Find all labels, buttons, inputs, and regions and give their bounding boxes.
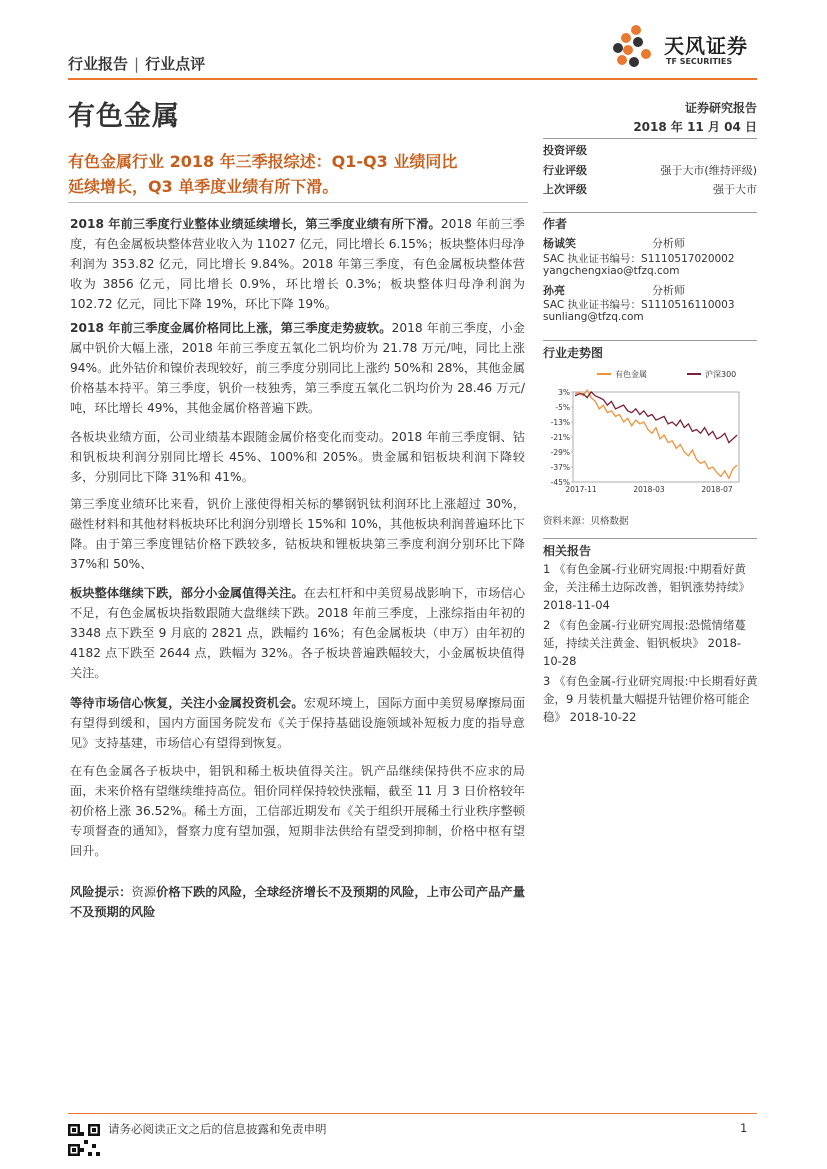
title-line-2: 延续增长，Q3 单季度业绩有所下滑。 [68,177,339,196]
author-1-cert: SAC 执业证书编号：S1110517020002 [543,253,735,265]
authors-heading: 作者 [543,217,568,231]
y-tick-label: -21% [550,433,570,442]
y-tick-label: -37% [550,463,570,472]
x-tick-label: 2018-07 [701,485,733,494]
series-line [575,390,737,478]
page-number: 1 [740,1121,748,1135]
rating-value-2: 强于大市 [713,183,757,196]
title-line-1: 有色金属行业 2018 年三季报综述：Q1-Q3 业绩同比 [68,152,458,171]
rating-label-1: 行业评级 [543,164,587,177]
author-2-role: 分析师 [652,284,685,297]
company-logo [606,24,756,74]
author-2-email[interactable]: sunliang@tfzq.com [543,311,644,323]
side-divider-top [543,138,757,139]
logo-mark-icon [606,24,660,74]
subcategory-label: 行业点评 [145,55,206,73]
trend-chart-svg [543,364,757,504]
author-1-role: 分析师 [652,237,685,250]
author-2-name: 孙亮 [543,284,565,297]
risk-warning [70,882,525,922]
legend-label: 沪深300 [705,370,737,379]
paragraph-4 [70,494,525,574]
risk-pre: 资源 [131,885,157,899]
paragraph-2-lead: 2018 年前三季度金属价格同比上涨，第三季度走势疲软。 [70,321,392,335]
footer-disclaimer: 请务必阅读正文之后的信息披露和免责申明 [108,1122,327,1136]
y-tick-label: -29% [550,448,570,457]
related-list [543,560,758,726]
chart-source: 资料来源：贝格数据 [543,516,629,527]
sector-title: 有色金属 [68,101,180,132]
legend-label: 有色金属 [615,370,647,379]
logo-text-cn: 天风证券 [664,34,748,58]
y-tick-label: -45% [550,478,570,487]
paragraph-5-text: 在去杠杆和中美贸易战影响下，市场信心不足，有色金属板块指数跟随大盘继续下跌。2018 年前三季度，上涨综指由年初的 3348 点下跌至 9 月底的 2821 点，跌幅约 16%；有色金属板块（申万）由年初的 4182 点下跌至 2644 点，跌幅为 32%。各子板块普遍跌幅较大，小金属板块值得关注。 [70,586,526,680]
paragraph-1-text: 2018 年前三季度，有色金属板块整体营业收入为 11027 亿元，同比增长 6.15%；板块整体归母净利润为 353.82 亿元，同比增长 9.84%。2018 年第三季度，有色金属板块整体营收为 3856 亿元，同比增长 0.9%，环比增长 0.3%；板块整体归母净利润为 102.72 亿元，同比下降 19%，环比下降 19%。 [70,217,525,311]
author-1-email[interactable]: yangchengxiao@tfzq.com [543,265,680,277]
paragraph-5 [70,583,525,683]
trend-chart [543,364,757,504]
y-tick-label: -13% [550,418,570,427]
footer-divider [68,1113,757,1114]
qr-code-icon [68,1124,100,1156]
paragraph-3-text: 各板块业绩方面，公司业绩基本跟随金属价格变化而变动。2018 年前三季度铜、钴和钒板块利润分别同比增长 45%、100%和 205%。贵金属和铝板块利润下降较多，分别同比下降 31%和 41%。 [70,430,525,484]
paragraph-4-text: 第三季度业绩环比来看，钒价上涨使得相关标的攀钢钒钛利润环比上涨超过 30%，磁性材料和其他材料板块环比利润分别增长 15%和 10%，其他板块利润普遍环比下降。由于第三季度锂钴价格下跌较多，钴板块和锂板块第三季度利润分别环比下降 37%和 50%、 [70,497,525,571]
risk-label: 风险提示： [70,885,132,899]
header-divider [68,78,757,80]
category-separator: | [134,55,140,73]
author-1-name: 杨诚笑 [543,237,576,250]
report-date: 2018 年 11 月 04 日 [633,120,757,134]
category-label: 行业报告 [68,55,129,73]
paragraph-6 [70,693,525,753]
paragraph-7 [70,761,525,861]
y-tick-label: 3% [558,388,570,397]
paragraph-5-lead: 板块整体继续下跌，部分小金属值得关注。 [70,586,304,600]
paragraph-7-text: 在有色金属各子板块中，钼钒和稀土板块值得关注。钒产品继续保持供不应求的局面，未来价格有望继续维持高位。钼价同样保持较快涨幅，截至 11 月 3 日价格较年初价格上涨 36.52%。稀土方面，工信部近期发布《关于组织开展稀土行业秩序整顿专项督查的通知》，督察力度有望加强，短期非法供给有望受到抑制，价格中枢有望回升。 [70,764,525,858]
report-type: 证券研究报告 [684,101,757,115]
paragraph-6-text: 宏观环境上，国际方面中美贸易摩擦局面有望得到缓和，国内方面国务院发布《关于保持基础设施领域补短板力度的指导意见》支持基建，市场信心有望得到恢复。 [70,696,526,750]
related-heading: 相关报告 [543,544,592,558]
side-divider-3 [543,340,757,341]
rating-label-2: 上次评级 [543,183,587,196]
author-2-cert: SAC 执业证书编号：S1110516110003 [543,299,735,311]
trend-heading: 行业走势图 [543,346,604,360]
rating-value-1: 强于大市(维持评级) [660,164,757,177]
side-divider-2 [543,212,757,213]
paragraph-1 [70,214,525,314]
paragraph-2-text: 2018 年前三季度，小金属中钒价大幅上涨，2018 年前三季度五氧化二钒均价为 21.78 万元/吨，同比上涨 94%。此外钴价和镍价表现较好，前三季度分别同比上涨约 50%和 28%，其他金属价格基本持平。第三季度，钒价一枝独秀，第三季度五氧化二钒均价为 28.46 万元/吨，环比增长 49%，其他金属价格普遍下跌。 [70,321,525,415]
related-item-2[interactable]: 2 《有色金属-行业研究周报:恐慌情绪蔓延，持续关注黄金、钼钒板块》 2018-10-28 [543,618,746,668]
x-tick-label: 2017-11 [565,485,597,494]
paragraph-3 [70,427,525,487]
rating-heading: 投资评级 [543,144,587,157]
logo-text-en: TF SECURITIES [666,57,733,66]
related-item-3[interactable]: 3 《有色金属-行业研究周报:中长期看好黄金，9 月装机量大幅提升钴锂价格可能企稳》 2018-10-22 [543,674,758,724]
paragraph-6-lead: 等待市场信心恢复，关注小金属投资机会。 [70,696,304,710]
side-divider-4 [543,538,757,539]
paragraph-2 [70,318,525,418]
report-title [68,149,528,199]
report-category [68,53,205,74]
y-tick-label: -5% [555,403,570,412]
series-line [575,392,737,443]
x-tick-label: 2018-03 [633,485,665,494]
related-item-1[interactable]: 1 《有色金属-行业研究周报:中期看好黄金，关注稀土边际改善，钼钒涨势持续》 2018-11-04 [543,562,750,612]
risk-text: 价格下跌的风险，全球经济增长不及预期的风险，上市公司产品产量不及预期的风险 [70,885,526,919]
title-divider [68,202,528,203]
paragraph-1-lead: 2018 年前三季度行业整体业绩延续增长，第三季度业绩有所下滑。 [70,217,441,231]
